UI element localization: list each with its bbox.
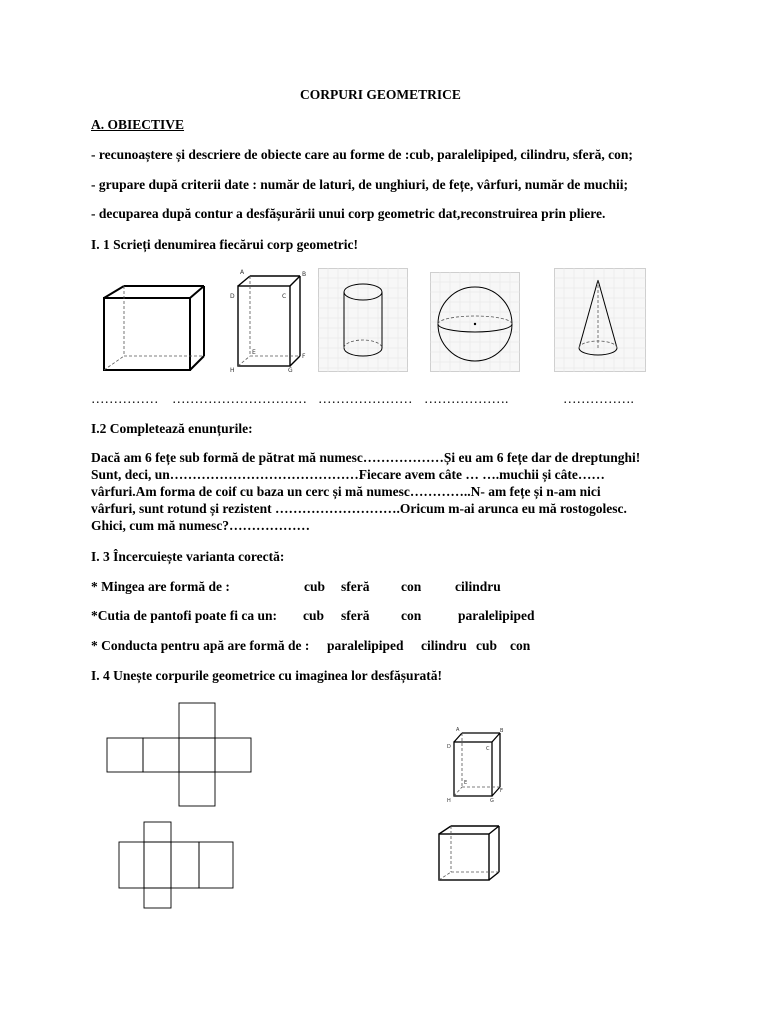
vertex-label: C [282, 293, 287, 300]
answer-blank[interactable]: ………………. [424, 391, 509, 406]
q3-heading: I. 3 Încercuiește varianta corectă: [91, 549, 285, 564]
prism-net-icon[interactable] [117, 820, 237, 910]
answer-blank[interactable]: ………………… [318, 391, 413, 406]
vertex-label: D [230, 293, 235, 300]
q2-line: vârfuri, sunt rotund și rezistent ……………………….Oricum m-ai arunca eu mă rostogolesc. [91, 501, 627, 516]
vertex-label: G [490, 798, 494, 802]
q3-option[interactable]: sferă [341, 579, 370, 594]
q2-line: Sunt, deci, un……………………………………Fiecare avem câte … ….muchii și câte…… [91, 467, 605, 482]
q2-heading: I.2 Completează enunțurile: [91, 421, 253, 436]
page-title: CORPURI GEOMETRICE [300, 87, 461, 102]
q3-option[interactable]: cilindru [455, 579, 501, 594]
objective-item: - grupare după criterii date : număr de laturi, de unghiuri, de fețe, vârfuri, număr de muchii; [91, 177, 628, 192]
q3-option[interactable]: sferă [341, 608, 370, 623]
objectives-heading: A. OBIECTIVE [91, 117, 185, 132]
vertex-label: E [252, 349, 256, 356]
q1-heading: I. 1 Scrieți denumirea fiecărui corp geometric! [91, 237, 359, 252]
q3-prompt: * Conducta pentru apă are formă de : [91, 638, 310, 653]
cube-icon [102, 284, 206, 372]
cube-net-icon[interactable] [105, 702, 255, 808]
vertex-label: D [447, 744, 451, 750]
vertex-label: H [230, 367, 235, 374]
q3-prompt: * Mingea are formă de : [91, 579, 230, 594]
vertex-label: A [456, 727, 460, 733]
vertex-label: F [500, 788, 503, 794]
cone-icon [554, 268, 646, 372]
rectangular-prism-icon[interactable] [444, 726, 504, 802]
objective-item: - recunoaștere și descriere de obiecte care au forme de :cub, paralelipiped, cilindru, sferă, con; [91, 147, 633, 162]
objective-item: - decuparea după contur a desfășurării unui corp geometric dat,reconstruirea prin pliere. [91, 206, 606, 221]
vertex-label: H [447, 798, 451, 802]
q3-option[interactable]: paralelipiped [458, 608, 535, 623]
q3-option[interactable]: paralelipiped [327, 638, 404, 653]
rectangular-prism-icon [228, 268, 308, 374]
q4-heading: I. 4 Unește corpurile geometrice cu imaginea lor desfășurată! [91, 668, 443, 683]
q3-option[interactable]: con [401, 608, 422, 623]
q3-option[interactable]: cub [304, 579, 326, 594]
q3-prompt: *Cutia de pantofi poate fi ca un: [91, 608, 278, 623]
q2-line: Dacă am 6 fețe sub formă de pătrat mă numesc………………Și eu am 6 fețe dar de dreptunghi! [91, 450, 641, 465]
vertex-label: G [288, 367, 293, 374]
cylinder-icon [318, 268, 408, 372]
cube-icon[interactable] [437, 824, 501, 882]
vertex-label: A [240, 269, 245, 276]
q2-line: vârfuri.Am forma de coif cu baza un cerc și mă numesc…………..N- am fețe și n-am nici [91, 484, 601, 499]
q3-option[interactable]: con [510, 638, 531, 653]
vertex-label: F [302, 353, 306, 360]
q3-option[interactable]: con [401, 579, 422, 594]
q3-option[interactable]: cub [476, 638, 498, 653]
answer-blank[interactable]: ………………………… [172, 391, 307, 406]
vertex-label: E [464, 780, 468, 786]
vertex-label: C [486, 746, 490, 752]
answer-blank[interactable]: ……………. [563, 391, 634, 406]
sphere-icon [430, 272, 520, 372]
vertex-label: B [302, 271, 307, 278]
q3-option[interactable]: cub [303, 608, 325, 623]
q3-option[interactable]: cilindru [421, 638, 467, 653]
answer-blank[interactable]: …………… [91, 391, 159, 406]
vertex-label: B [500, 728, 504, 734]
q2-line: Ghici, cum mă numesc?……………… [91, 518, 310, 533]
